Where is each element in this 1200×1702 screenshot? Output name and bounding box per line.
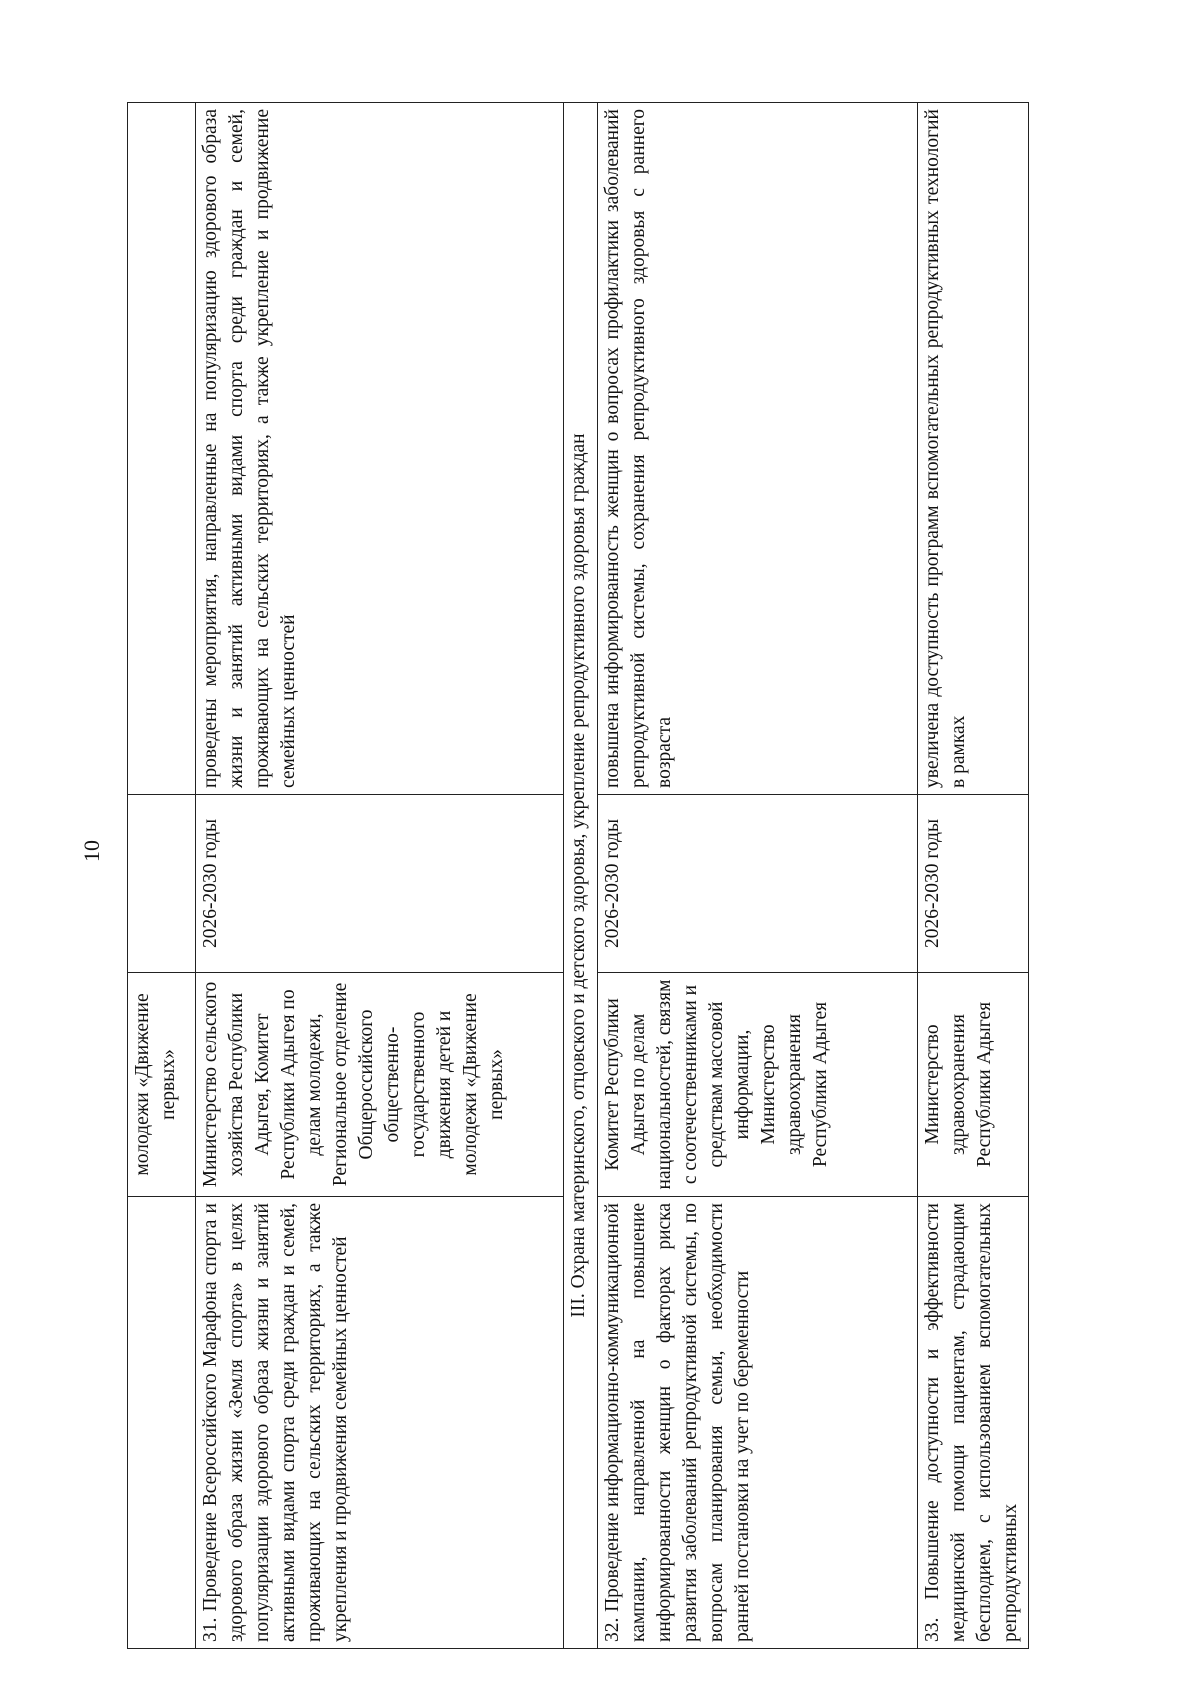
page-number: 10 (79, 840, 104, 862)
measure-cell: 31. Проведение Всероссийского Марафона спорта и здорового образа жизни «Земля спорта» в целях популяризации здорового образа жизни и занятий активными видами спорта среди граждан и семей, проживающих на сельских территориях, а также укрепления и продвижения семейных ценностей (196, 1197, 564, 1649)
measure-cell (128, 1197, 196, 1649)
table-row (918, 103, 1029, 1649)
rotated-table-container (127, 103, 1053, 1649)
table-row (598, 103, 918, 1649)
period-cell (128, 795, 196, 973)
measure-cell: 33. Повышение доступности и эффективности медицинской помощи пациентам, страдающим бесплодием, с использованием вспомогательных репродуктивных (918, 1197, 1029, 1649)
result-cell: проведены мероприятия, направленные на популяризацию здорового образа жизни и занятий активными видами спорта среди граждан и семей, проживающих на сельских территориях, а также укрепление и продвижение семейных ценностей (196, 103, 564, 795)
result-cell: повышена информированность женщин о вопросах профилактики заболеваний репродуктивной системы, сохранения репродуктивного здоровья с раннего возраста (598, 103, 918, 795)
executor-cell: Министерство здравоохранения Республики Адыгея (918, 973, 1029, 1197)
measures-table (127, 102, 1029, 1649)
executor-cell: Комитет Республики Адыгея по делам национальностей, связям с соотечественниками и средствам массовой информации, Министерство здравоохранения Республики Адыгея (598, 973, 918, 1197)
table-row (196, 103, 564, 1649)
table-row (128, 103, 196, 1649)
executor-cell: Министерство сельского хозяйства Республики Адыгея, Комитет Республики Адыгея по делам молодежи, Региональное отделение Общероссийского общественно-государственного движения детей и молодежи «Движение первых» (196, 973, 564, 1197)
section-heading-row (564, 103, 598, 1649)
result-cell (128, 103, 196, 795)
executor-cell: молодежи «Движение первых» (128, 973, 196, 1197)
measure-cell: 32. Проведение информационно-коммуникационной кампании, направленной на повышение информированности женщин о факторах риска развития заболеваний репродуктивной системы, по вопросам планирования семьи, необходимости ранней постановки на учет по беременности (598, 1197, 918, 1649)
period-cell: 2026-2030 годы (196, 795, 564, 973)
result-cell: увеличена доступность программ вспомогательных репродуктивных технологий в рамках (918, 103, 1029, 795)
period-cell: 2026-2030 годы (918, 795, 1029, 973)
section-heading: III. Охрана материнского, отцовского и детского здоровья, укрепление репродуктивного здоровья граждан (564, 103, 598, 1649)
period-cell: 2026-2030 годы (598, 795, 918, 973)
